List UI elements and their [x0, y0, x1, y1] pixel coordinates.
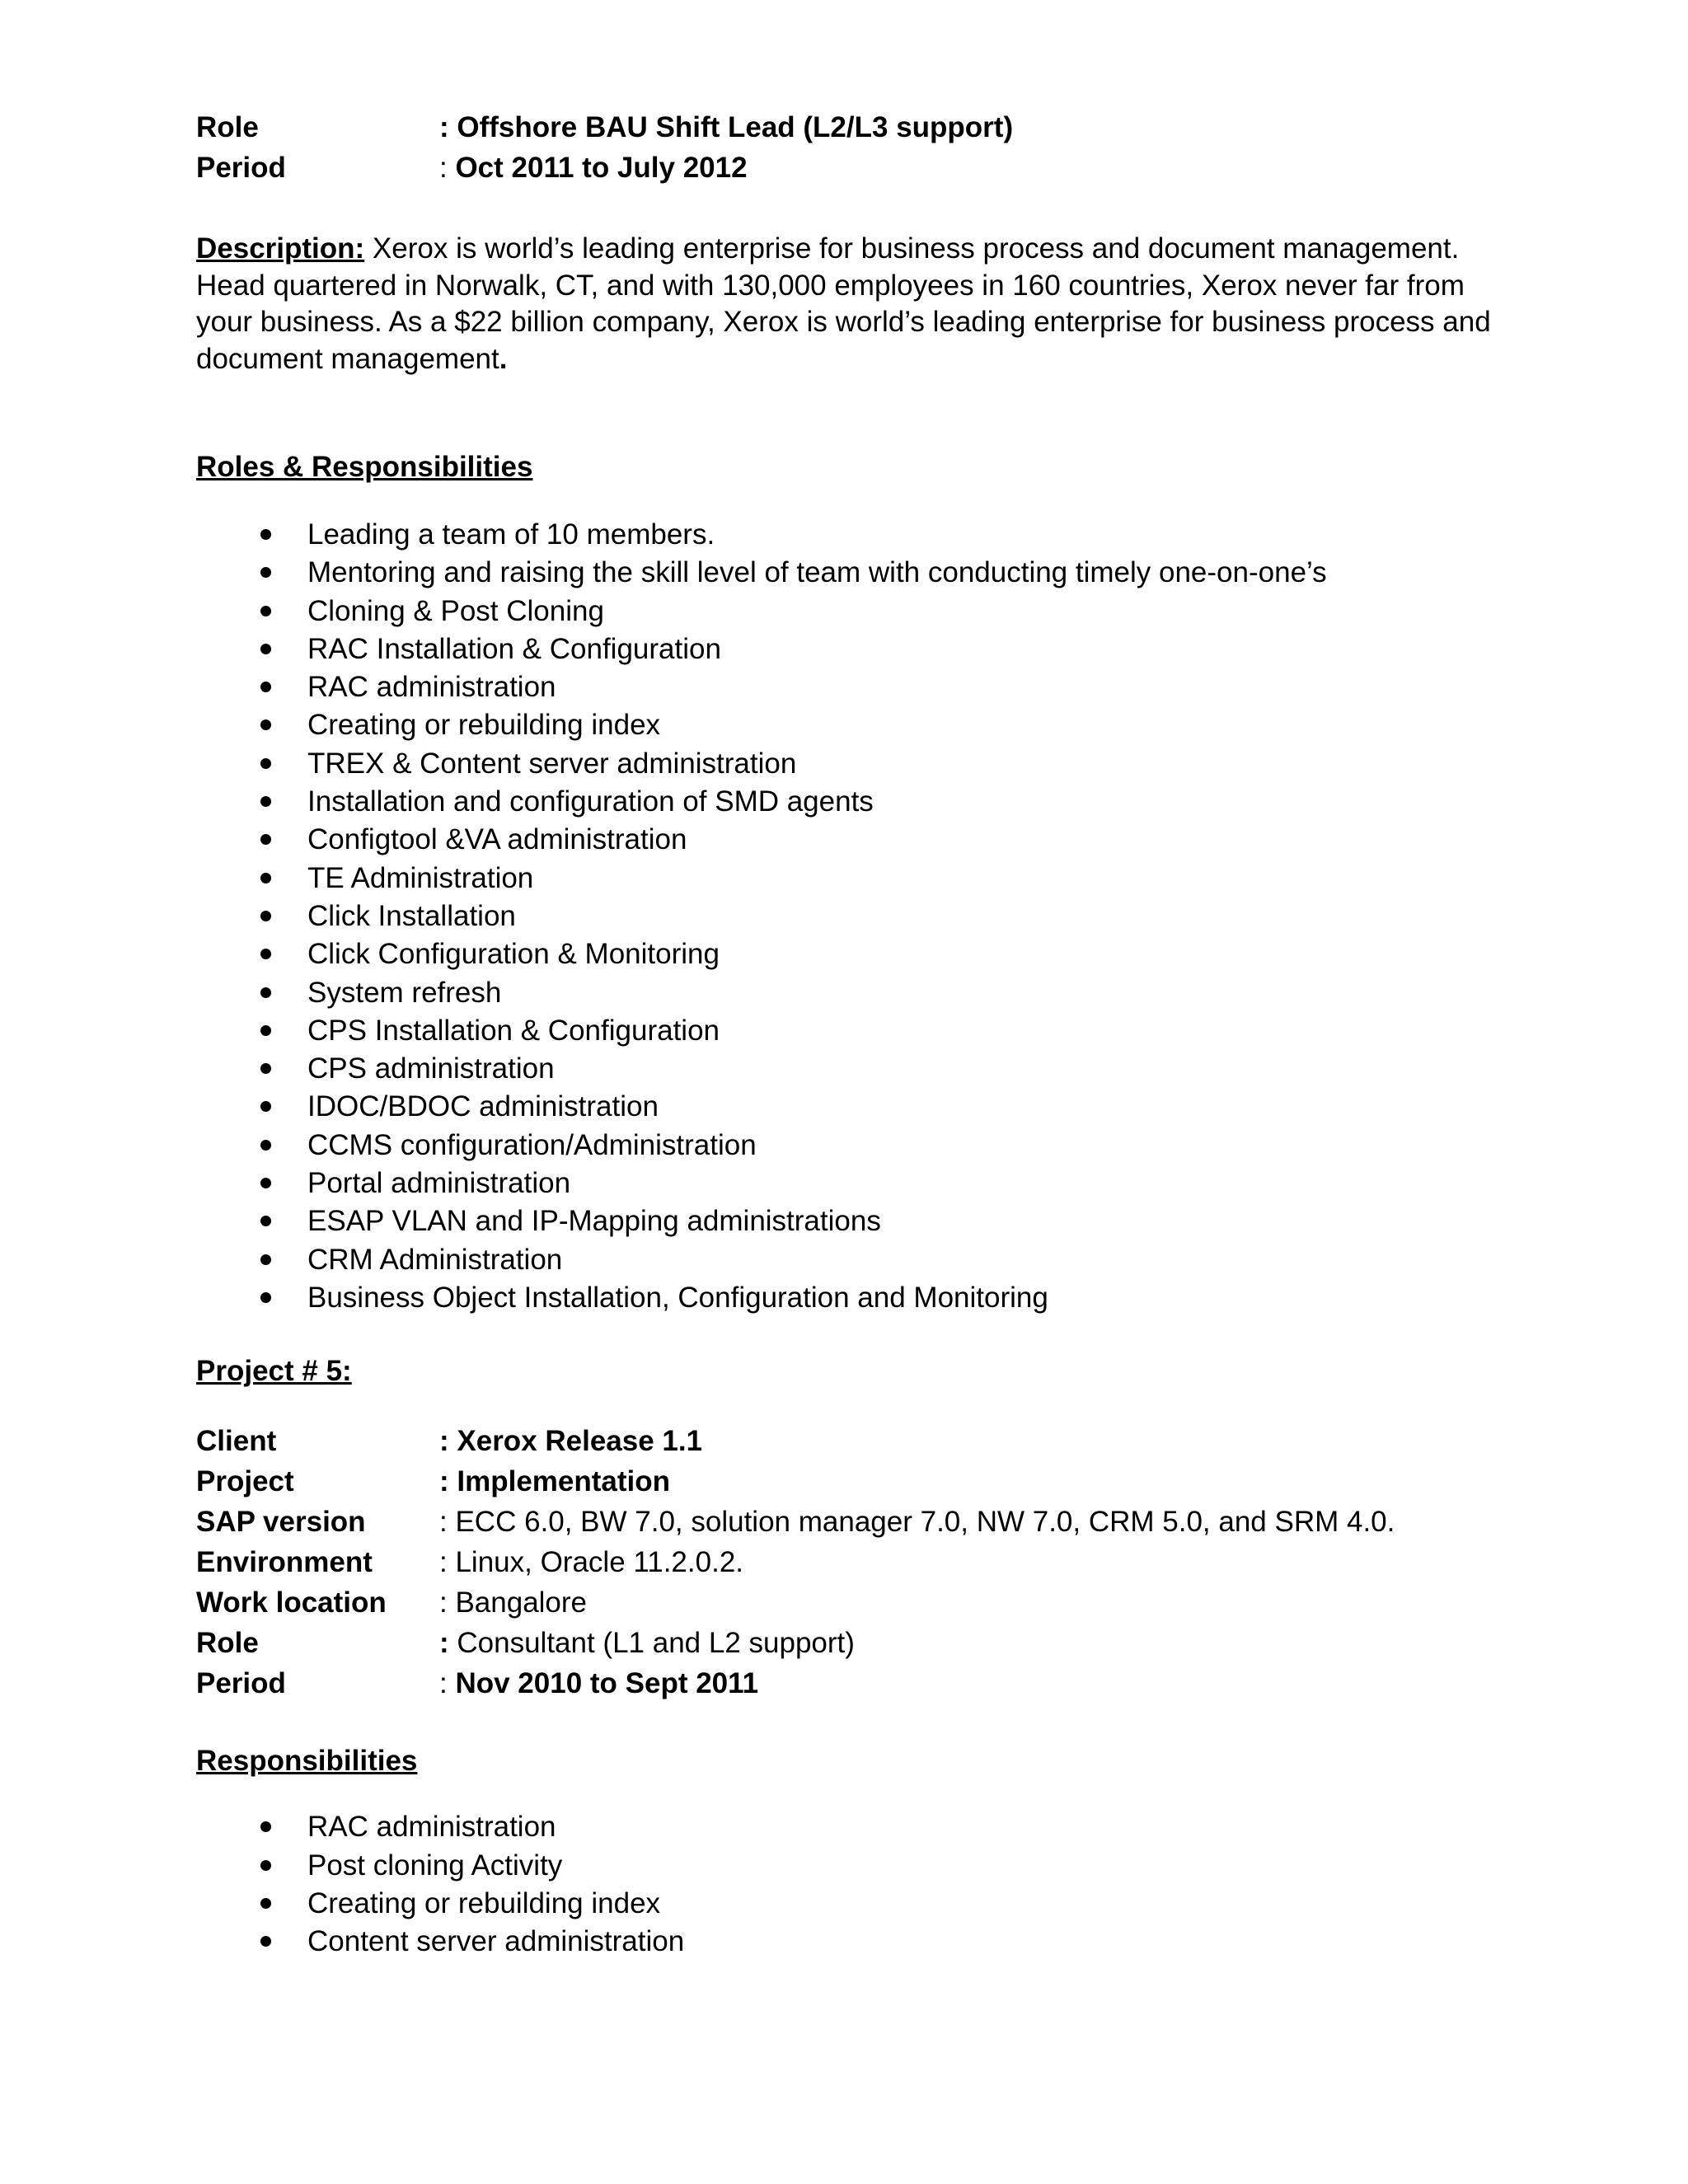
environment-value: : Linux, Oracle 11.2.0.2.: [439, 1545, 744, 1578]
project-role-label: Role: [196, 1626, 259, 1659]
description-paragraph: [196, 231, 1498, 377]
roles-list-item: [196, 1050, 1498, 1088]
page-content: [196, 107, 1498, 1961]
roles-list-item: [196, 1127, 1498, 1165]
work-location-label: Work location: [196, 1586, 387, 1619]
roles-list-item: [196, 593, 1498, 630]
project-value: : Implementation: [439, 1465, 671, 1497]
project-period-row: [196, 1663, 1498, 1704]
bullet-icon: [260, 606, 271, 616]
list-item-text: IDOC/BDOC administration: [307, 1090, 659, 1123]
list-item-text: Installation and configuration of SMD agents: [307, 785, 874, 818]
roles-list-item: [196, 898, 1498, 935]
bullet-icon: [260, 529, 271, 540]
responsibilities-list-item: [196, 1847, 1498, 1885]
period-separator: :: [439, 151, 456, 184]
roles-list-item: [196, 1241, 1498, 1279]
project-period-separator: :: [439, 1666, 456, 1699]
bullet-icon: [260, 1292, 271, 1303]
bullet-icon: [260, 1821, 271, 1832]
project-role-colon: :: [439, 1626, 449, 1659]
list-item-text: TE Administration: [307, 861, 534, 894]
list-item-text: Portal administration: [307, 1167, 571, 1200]
roles-list-item: [196, 554, 1498, 592]
roles-list-item: [196, 745, 1498, 783]
roles-list-item: [196, 821, 1498, 859]
client-row: [196, 1421, 1498, 1461]
list-item-text: RAC Installation & Configuration: [307, 632, 721, 665]
bullet-icon: [260, 1025, 271, 1036]
bullet-icon: [260, 644, 271, 654]
roles-list-item: [196, 668, 1498, 706]
list-item-text: System refresh: [307, 976, 502, 1009]
period-row: [196, 148, 1498, 188]
description-text: Xerox is world’s leading enterprise for business process and document management. Head quartered in Norwalk, CT, and with 130,000 employees in 160 countries, Xerox never far from your business. As a $22 billion company, Xerox is world’s leading enterprise for business process and document management: [196, 232, 1491, 375]
responsibilities-heading: Responsibilities: [196, 1745, 418, 1778]
project-period-value: [439, 1667, 758, 1700]
roles-list-item: [196, 1279, 1498, 1317]
bullet-icon: [260, 873, 271, 883]
list-item-text: Content server administration: [307, 1925, 685, 1958]
bullet-icon: [260, 1860, 271, 1871]
sap-version-label: SAP version: [196, 1505, 366, 1538]
bullet-icon: [260, 567, 271, 578]
responsibilities-list-item: [196, 1885, 1498, 1923]
project-period-dates: Nov 2010 to Sept 2011: [455, 1666, 759, 1699]
roles-list-item: [196, 1012, 1498, 1050]
list-item-text: Post cloning Activity: [307, 1849, 563, 1882]
bullet-icon: [260, 796, 271, 807]
roles-list-item: [196, 783, 1498, 821]
bullet-icon: [260, 1101, 271, 1112]
project-period-label: Period: [196, 1666, 286, 1699]
project-role-row: [196, 1623, 1498, 1663]
list-item-text: RAC administration: [307, 671, 556, 704]
roles-list-item: [196, 1165, 1498, 1202]
list-item-text: CPS Installation & Configuration: [307, 1014, 720, 1047]
list-item-text: Creating or rebuilding index: [307, 1886, 661, 1919]
bullet-icon: [260, 1898, 271, 1909]
project-role-text: Consultant (L1 and L2 support): [448, 1626, 855, 1659]
roles-list-item: [196, 1202, 1498, 1240]
roles-list: [196, 516, 1498, 1317]
bullet-icon: [260, 834, 271, 845]
project-row: [196, 1461, 1498, 1502]
description-end: .: [499, 342, 508, 375]
bullet-icon: [260, 1936, 271, 1947]
list-item-text: Click Installation: [307, 899, 516, 932]
role-label: Role: [196, 110, 259, 143]
list-item-text: Configtool &VA administration: [307, 823, 687, 856]
list-item-text: TREX & Content server administration: [307, 747, 797, 780]
period-dates: Oct 2011 to July 2012: [455, 151, 748, 184]
project-label: Project: [196, 1465, 294, 1497]
list-item-text: Mentoring and raising the skill level of team with conducting timely one-on-one’s: [307, 556, 1327, 589]
list-item-text: Creating or rebuilding index: [307, 709, 661, 742]
roles-list-item: [196, 935, 1498, 973]
roles-list-item: [196, 974, 1498, 1012]
bullet-icon: [260, 1063, 271, 1074]
bullet-icon: [260, 758, 271, 769]
roles-list-item: [196, 630, 1498, 668]
bullet-icon: [260, 682, 271, 692]
responsibilities-list-item: [196, 1923, 1498, 1961]
environment-row: [196, 1542, 1498, 1582]
list-item-text: CCMS configuration/Administration: [307, 1128, 757, 1161]
roles-list-item: [196, 516, 1498, 554]
bullet-icon: [260, 1140, 271, 1151]
bullet-icon: [260, 719, 271, 730]
bullet-icon: [260, 987, 271, 998]
roles-list-item: [196, 860, 1498, 898]
work-location-row: [196, 1582, 1498, 1623]
list-item-text: Cloning & Post Cloning: [307, 594, 604, 627]
project-details: [196, 1421, 1498, 1704]
list-item-text: CPS administration: [307, 1052, 555, 1085]
roles-list-item: [196, 1088, 1498, 1126]
list-item-text: Business Object Installation, Configuration and Monitoring: [307, 1281, 1048, 1314]
bullet-icon: [260, 1216, 271, 1226]
client-value: : Xerox Release 1.1: [439, 1424, 703, 1457]
bullet-icon: [260, 1254, 271, 1265]
client-label: Client: [196, 1424, 277, 1457]
roles-list-item: [196, 706, 1498, 744]
bullet-icon: [260, 911, 271, 921]
period-label: Period: [196, 151, 286, 184]
roles-heading: Roles & Responsibilities: [196, 451, 533, 483]
description-label: Description:: [196, 232, 365, 265]
list-item-text: Leading a team of 10 members.: [307, 518, 715, 551]
bullet-icon: [260, 949, 271, 959]
responsibilities-list: [196, 1808, 1498, 1961]
list-item-text: Click Configuration & Monitoring: [307, 938, 720, 971]
responsibilities-list-item: [196, 1808, 1498, 1846]
list-item-text: CRM Administration: [307, 1243, 563, 1276]
project-role-value: [439, 1627, 855, 1660]
sap-version-row: [196, 1502, 1498, 1542]
work-location-value: : Bangalore: [439, 1586, 588, 1619]
sap-version-value: : ECC 6.0, BW 7.0, solution manager 7.0, NW 7.0, CRM 5.0, and SRM 4.0.: [439, 1505, 1395, 1538]
list-item-text: RAC administration: [307, 1811, 556, 1844]
period-value: [439, 152, 748, 185]
list-item-text: ESAP VLAN and IP-Mapping administrations: [307, 1205, 881, 1238]
project-heading: Project # 5:: [196, 1355, 352, 1388]
role-row: [196, 107, 1498, 148]
bullet-icon: [260, 1178, 271, 1188]
role-value: : Offshore BAU Shift Lead (L2/L3 support): [439, 110, 1014, 143]
environment-label: Environment: [196, 1545, 373, 1578]
